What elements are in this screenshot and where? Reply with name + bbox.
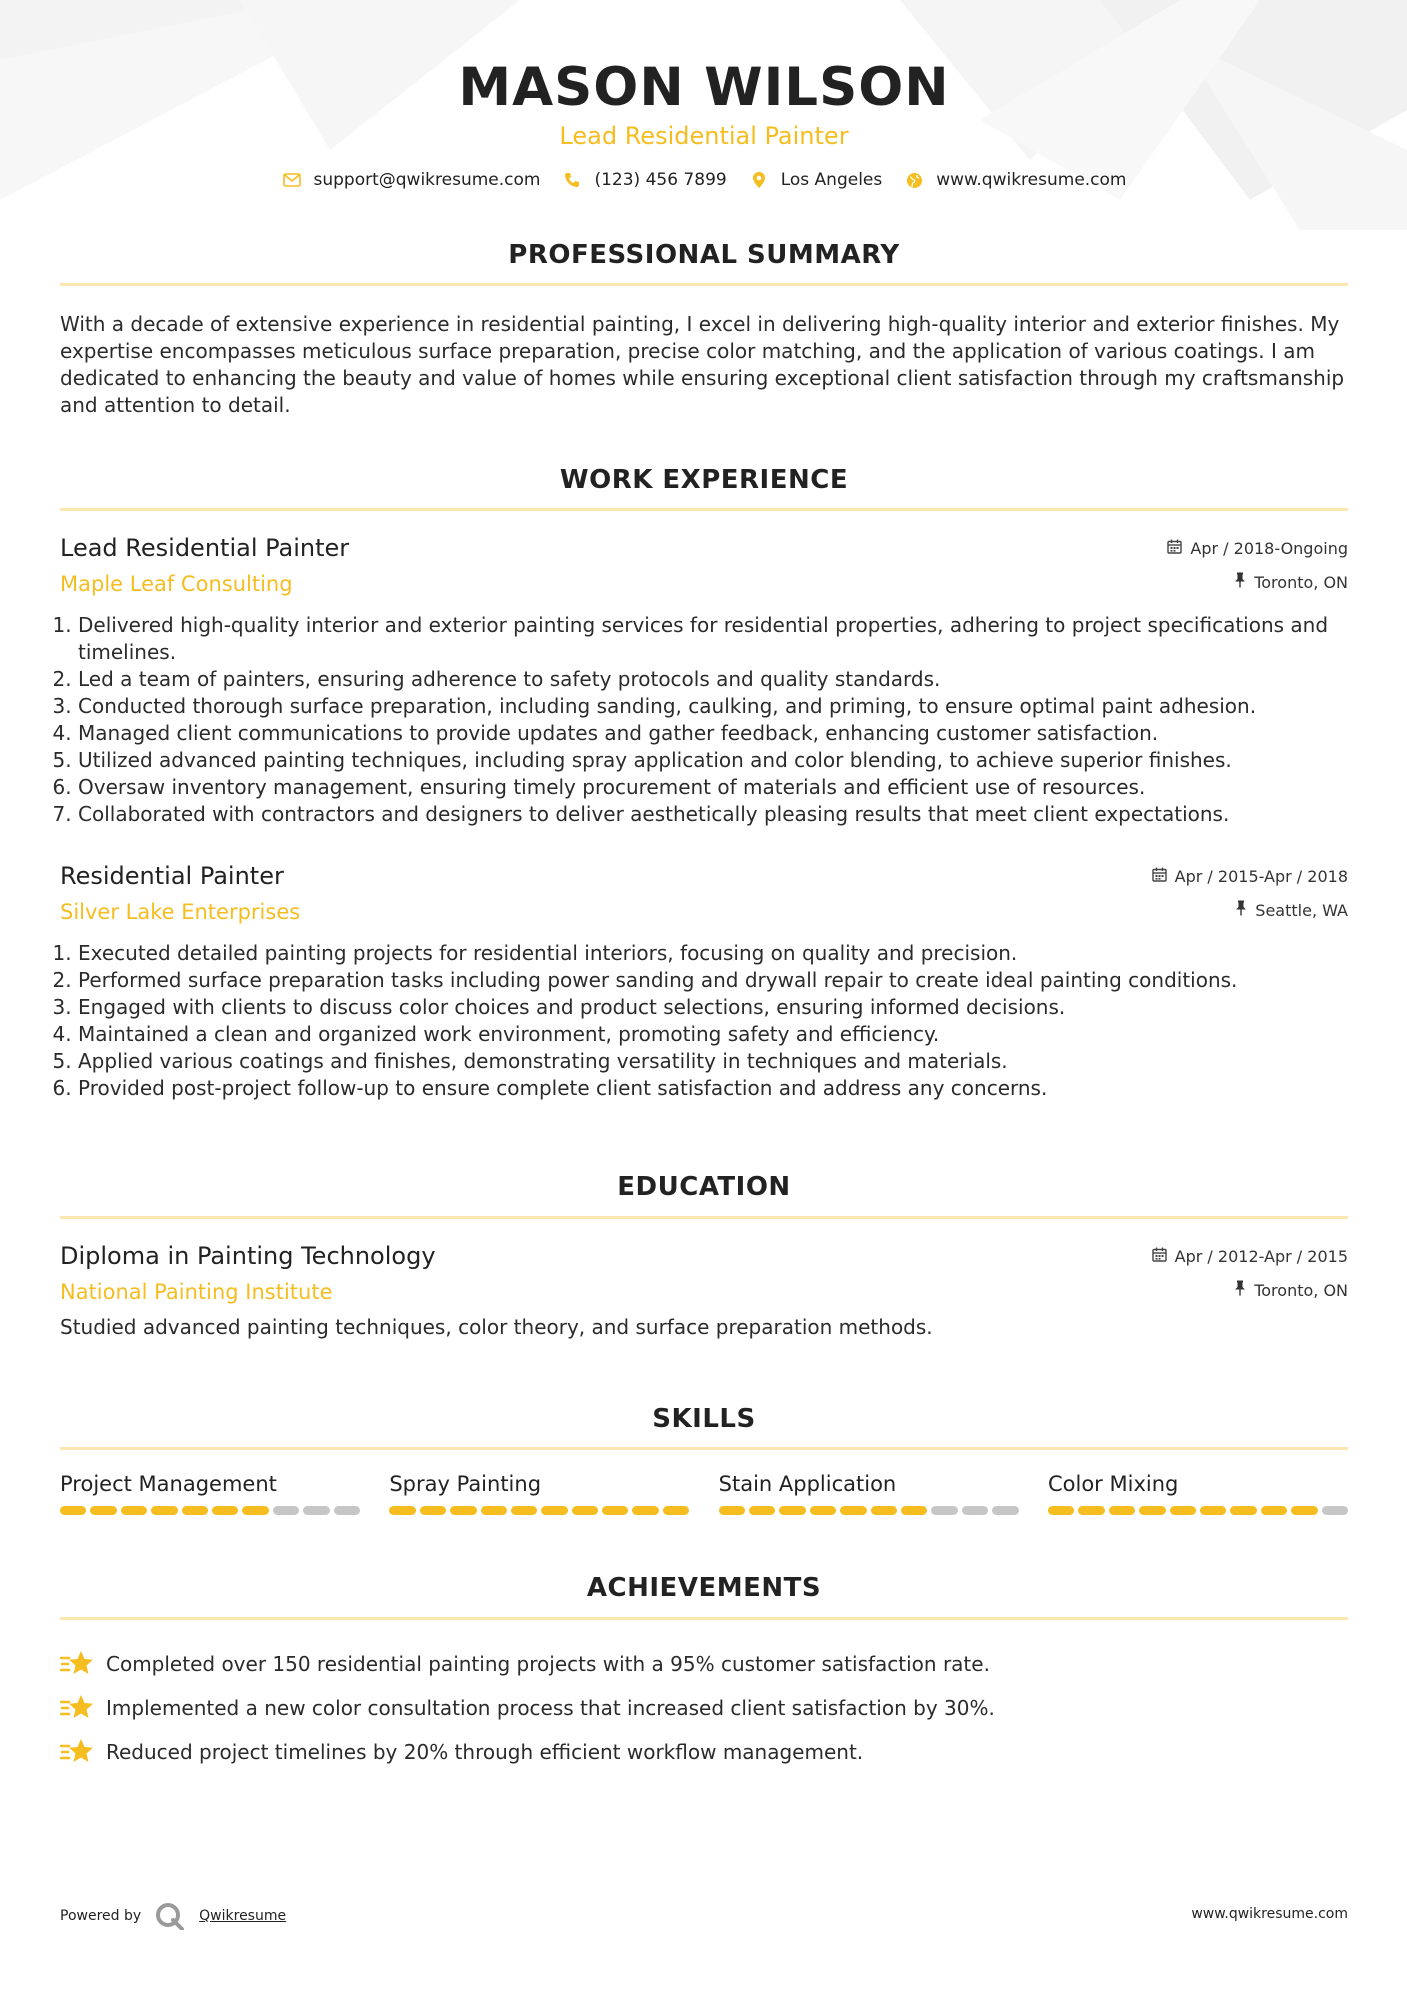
section-divider (60, 283, 1348, 286)
skill-level-bar (389, 1506, 689, 1515)
footer-url[interactable]: www.qwikresume.com (1191, 1906, 1348, 1922)
skill-segment-filled (212, 1506, 238, 1515)
job-date-text: Apr / 2015-Apr / 2018 (1174, 867, 1348, 886)
section-divider (60, 1617, 1348, 1620)
job-location (1234, 572, 1348, 592)
achievement-item (60, 1730, 1348, 1774)
job-entry (60, 532, 1348, 832)
achievements-list (60, 1642, 1348, 1774)
skill-segment-filled (572, 1506, 598, 1515)
pushpin-icon (1234, 1280, 1246, 1300)
list-item: 4. Managed client communications to provide updates and gather feedback, enhancing customer satisfaction. (78, 720, 1366, 747)
list-item: 2. Led a team of painters, ensuring adherence to safety protocols and quality standards. (78, 666, 1366, 693)
education-location-text: Toronto, ON (1254, 1280, 1348, 1300)
pushpin-icon (1234, 572, 1246, 592)
contact-location-text: Los Angeles (780, 170, 883, 190)
job-company: Maple Leaf Consulting (60, 572, 293, 596)
skill-segment-filled (450, 1506, 476, 1515)
education-location (1234, 1280, 1348, 1300)
skill-segment-filled (810, 1506, 836, 1515)
skill-name: Color Mixing (1047, 1472, 1179, 1496)
job-date (1152, 867, 1348, 886)
section-title-education: EDUCATION (617, 1172, 791, 1202)
skill-segment-filled (1048, 1506, 1074, 1515)
phone-icon (562, 171, 582, 189)
star-icon (60, 1693, 94, 1723)
star-icon (60, 1649, 94, 1679)
skill-segment-filled (1261, 1506, 1287, 1515)
skill-segment-filled (779, 1506, 805, 1515)
contact-phone-text: (123) 456 7899 (594, 170, 727, 190)
skill-segment-empty (1322, 1506, 1348, 1515)
skill-segment-filled (1109, 1506, 1135, 1515)
contact-email[interactable] (282, 170, 541, 190)
skill-segment-filled (632, 1506, 658, 1515)
list-item: 7. Collaborated with contractors and designers to deliver aesthetically pleasing results that meet client expectations. (78, 801, 1366, 828)
list-item: 6. Oversaw inventory management, ensuring timely procurement of materials and efficient use of resources. (78, 774, 1366, 801)
skill-segment-filled (481, 1506, 507, 1515)
skill-segment-filled (719, 1506, 745, 1515)
skill-level-bar (60, 1506, 360, 1515)
achievement-text: Completed over 150 residential painting projects with a 95% customer satisfaction rate. (106, 1652, 990, 1676)
brand-link[interactable]: Qwikresume (199, 1908, 287, 1924)
candidate-title: Lead Residential Painter (559, 122, 849, 150)
job-title: Residential Painter (60, 862, 284, 890)
powered-by-label: Powered by (60, 1908, 142, 1924)
job-location-text: Toronto, ON (1254, 572, 1348, 592)
contact-bar (60, 170, 1348, 190)
achievement-item (60, 1642, 1348, 1686)
skill-segment-filled (182, 1506, 208, 1515)
skill-level-bar (719, 1506, 1019, 1515)
list-item: 5. Utilized advanced painting techniques, including spray application and color blending, to achieve superior finishes. (78, 747, 1366, 774)
section-divider (60, 1447, 1348, 1450)
skill-level-bar (1048, 1506, 1348, 1515)
section-divider (60, 508, 1348, 511)
education-date (1152, 1247, 1348, 1266)
skill-item (389, 1470, 689, 1515)
qwikresume-logo (155, 1902, 185, 1930)
envelope-icon (282, 171, 302, 189)
skill-segment-filled (871, 1506, 897, 1515)
skill-segment-filled (1170, 1506, 1196, 1515)
contact-phone[interactable] (562, 170, 726, 190)
skill-segment-filled (901, 1506, 927, 1515)
job-company: Silver Lake Enterprises (60, 900, 301, 924)
skill-segment-filled (121, 1506, 147, 1515)
achievement-text: Implemented a new color consultation process that increased client satisfaction by 30%. (106, 1696, 995, 1720)
section-divider (60, 1216, 1348, 1219)
section-title-summary: PROFESSIONAL SUMMARY (508, 240, 900, 270)
skill-segment-filled (242, 1506, 268, 1515)
education-school: National Painting Institute (60, 1280, 333, 1304)
list-item: 6. Provided post-project follow-up to ensure complete client satisfaction and address any concerns. (78, 1075, 1366, 1102)
skill-segment-filled (1139, 1506, 1165, 1515)
calendar-icon (1167, 539, 1182, 558)
skill-segment-filled (749, 1506, 775, 1515)
list-item: 4. Maintained a clean and organized work environment, promoting safety and efficiency. (78, 1021, 1366, 1048)
powered-by (60, 1902, 286, 1930)
skill-segment-empty (303, 1506, 329, 1515)
contact-email-text: support@qwikresume.com (313, 170, 541, 190)
skill-segment-filled (840, 1506, 866, 1515)
skill-name: Stain Application (718, 1472, 897, 1496)
skill-segment-filled (511, 1506, 537, 1515)
education-degree: Diploma in Painting Technology (60, 1242, 436, 1270)
list-item: 3. Conducted thorough surface preparation, including sanding, caulking, and priming, to ensure optimal paint adhesion. (78, 693, 1366, 720)
skill-segment-filled (151, 1506, 177, 1515)
globe-icon (904, 171, 924, 189)
section-title-achievements: ACHIEVEMENTS (586, 1573, 822, 1603)
skill-segment-filled (663, 1506, 689, 1515)
job-responsibilities (60, 612, 1366, 828)
skills-list (60, 1470, 1348, 1515)
list-item: 1. Executed detailed painting projects for residential interiors, focusing on quality and precision. (78, 940, 1366, 967)
summary-text: With a decade of extensive experience in residential painting, I excel in delivering high-quality interior and exterior finishes. My expertise encompasses meticulous surface preparation, precise color matching, and the application of various coatings. I am dedicated to enhancing the beauty and value of homes while ensuring exceptional client satisfaction through my craftsmanship and attention to detail. (60, 312, 1345, 417)
achievement-item (60, 1686, 1348, 1730)
pushpin-icon (1235, 900, 1247, 920)
job-entry (60, 860, 1348, 1120)
skill-segment-filled (420, 1506, 446, 1515)
skill-segment-empty (992, 1506, 1018, 1515)
job-responsibilities (60, 940, 1366, 1102)
skill-item (719, 1470, 1019, 1515)
skill-segment-filled (60, 1506, 86, 1515)
candidate-name: MASON WILSON (458, 57, 950, 118)
skill-item (1048, 1470, 1348, 1515)
section-title-skills: SKILLS (652, 1404, 756, 1434)
skill-segment-filled (1291, 1506, 1317, 1515)
calendar-icon (1152, 867, 1167, 886)
skill-segment-filled (389, 1506, 415, 1515)
footer (60, 1898, 1348, 1928)
skill-name: Spray Painting (389, 1472, 542, 1496)
skill-segment-filled (1200, 1506, 1226, 1515)
skill-segment-empty (931, 1506, 957, 1515)
list-item: 1. Delivered high-quality interior and exterior painting services for residential properties, adhering to project specifications and timelines. (78, 612, 1366, 666)
skill-segment-empty (962, 1506, 988, 1515)
job-location (1235, 900, 1348, 920)
list-item: 5. Applied various coatings and finishes, demonstrating versatility in techniques and materials. (78, 1048, 1366, 1075)
job-date-text: Apr / 2018-Ongoing (1190, 539, 1348, 558)
skill-segment-filled (541, 1506, 567, 1515)
calendar-icon (1152, 1247, 1167, 1266)
skill-segment-filled (1078, 1506, 1104, 1515)
skill-segment-empty (273, 1506, 299, 1515)
section-title-experience: WORK EXPERIENCE (559, 465, 849, 495)
education-description: Studied advanced painting techniques, color theory, and surface preparation methods. (60, 1315, 933, 1339)
job-title: Lead Residential Painter (60, 534, 350, 562)
skill-name: Project Management (60, 1472, 277, 1496)
job-location-text: Seattle, WA (1255, 900, 1348, 920)
skill-segment-filled (90, 1506, 116, 1515)
contact-website-text: www.qwikresume.com (936, 170, 1127, 190)
map-pin-icon (749, 171, 769, 189)
skill-segment-filled (1230, 1506, 1256, 1515)
education-entry (60, 1240, 1348, 1350)
contact-location (749, 170, 883, 190)
skill-segment-filled (602, 1506, 628, 1515)
achievement-text: Reduced project timelines by 20% through efficient workflow management. (106, 1740, 864, 1764)
star-icon (60, 1737, 94, 1767)
education-date-text: Apr / 2012-Apr / 2015 (1174, 1247, 1348, 1266)
list-item: 2. Performed surface preparation tasks including power sanding and drywall repair to create ideal painting conditions. (78, 967, 1366, 994)
skill-segment-empty (334, 1506, 360, 1515)
job-date (1167, 539, 1348, 558)
contact-website[interactable] (904, 170, 1126, 190)
list-item: 3. Engaged with clients to discuss color choices and product selections, ensuring informed decisions. (78, 994, 1366, 1021)
skill-item (60, 1470, 360, 1515)
